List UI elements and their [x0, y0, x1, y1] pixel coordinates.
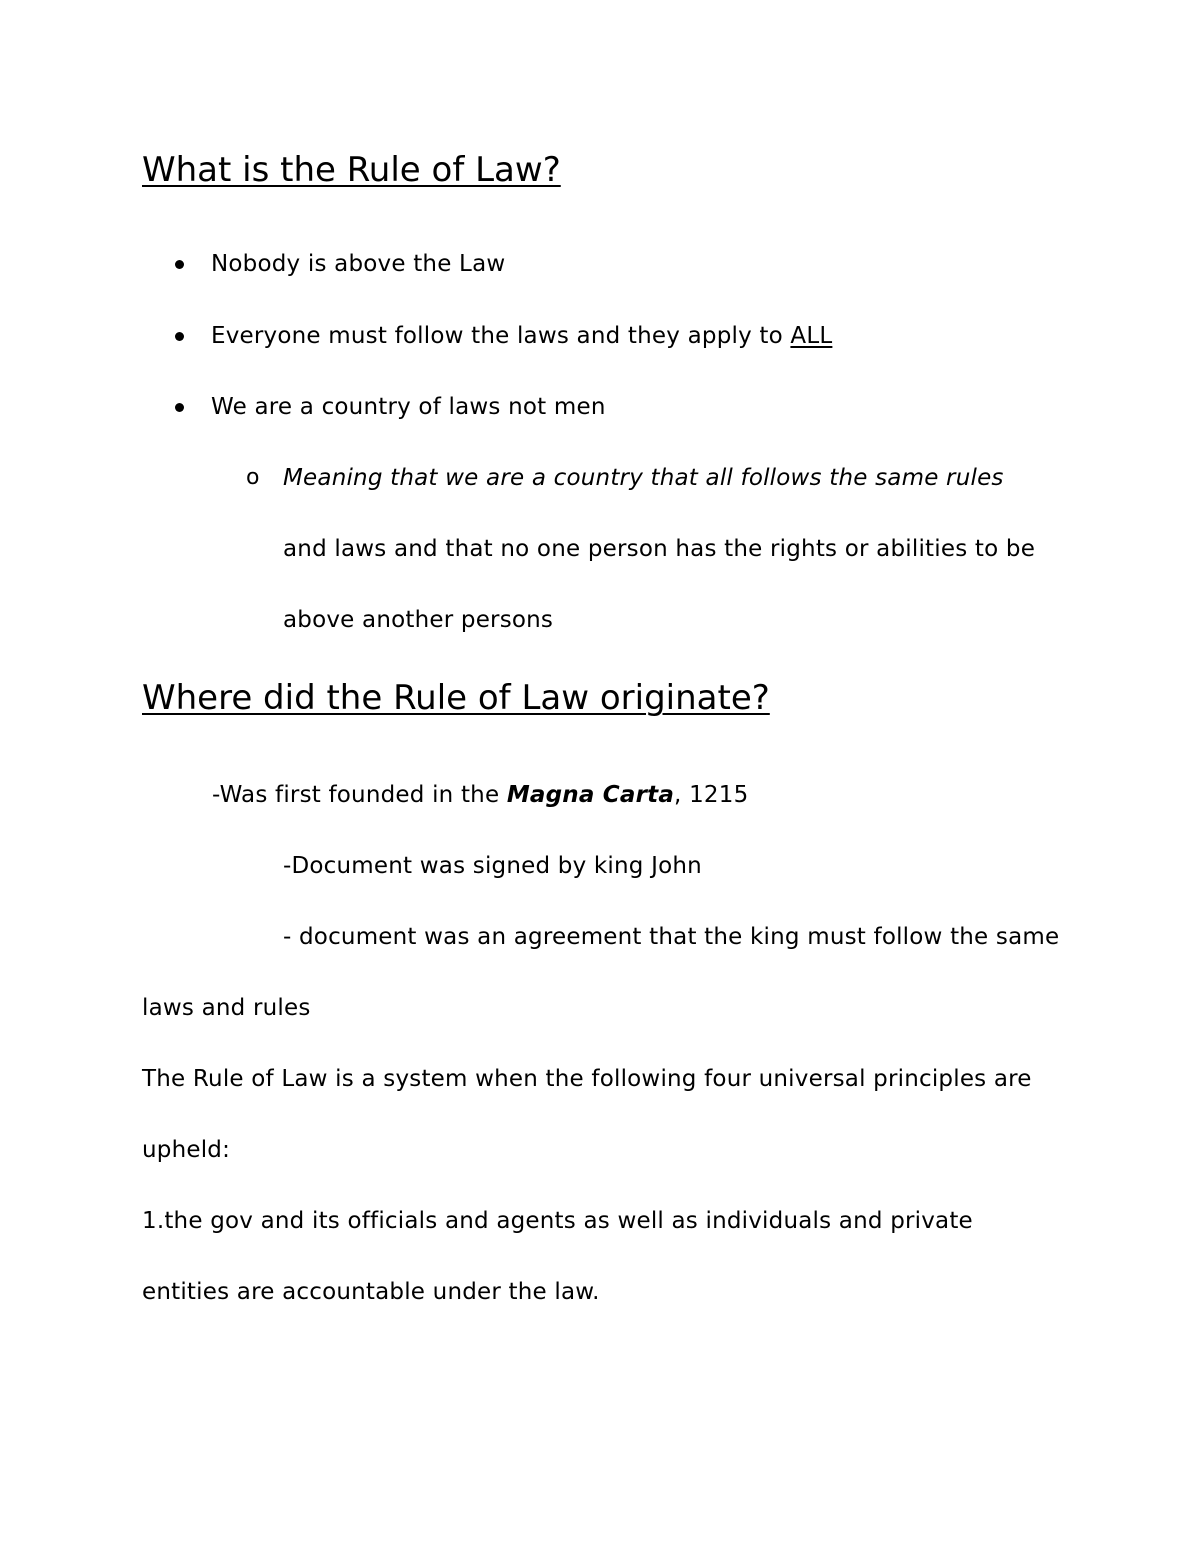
sub-bullet-line: Meaning that we are a country that all follows the same rules — [283, 465, 1004, 491]
emphasis-all: ALL — [790, 323, 833, 349]
principle-item-1: 1.the gov and its officials and agents as well as individuals and private — [142, 1208, 973, 1234]
bullet-dot — [175, 332, 184, 341]
sub-bullet-line: above another persons — [283, 607, 554, 633]
document-signed-line: -Document was signed by king John — [283, 853, 702, 879]
sub-bullet-marker: o — [246, 465, 260, 490]
heading-where-did-rule-of-law-originate: Where did the Rule of Law originate? — [142, 678, 770, 718]
bullet-text: We are a country of laws not men — [211, 394, 606, 420]
magna-carta-prefix: -Was first founded in the — [212, 782, 507, 808]
principles-intro: The Rule of Law is a system when the following four universal principles are — [142, 1066, 1032, 1092]
magna-carta-title: Magna Carta — [506, 782, 675, 808]
bullet-dot — [175, 403, 184, 412]
agreement-line: - document was an agreement that the king must follow the same — [283, 924, 1060, 950]
principle-item-1-cont: entities are accountable under the law. — [142, 1279, 600, 1305]
sub-bullet-line: and laws and that no one person has the rights or abilities to be — [283, 536, 1036, 562]
bullet-dot — [175, 260, 184, 269]
heading-what-is-rule-of-law: What is the Rule of Law? — [142, 150, 561, 190]
agreement-line-cont: laws and rules — [142, 995, 311, 1021]
principles-intro-cont: upheld: — [142, 1137, 231, 1163]
bullet-text — [211, 321, 832, 351]
magna-carta-line — [212, 780, 748, 810]
magna-carta-year: , 1215 — [674, 782, 749, 808]
bullet-text-main: Everyone must follow the laws and they apply to — [211, 323, 791, 349]
bullet-text: Nobody is above the Law — [211, 251, 506, 277]
